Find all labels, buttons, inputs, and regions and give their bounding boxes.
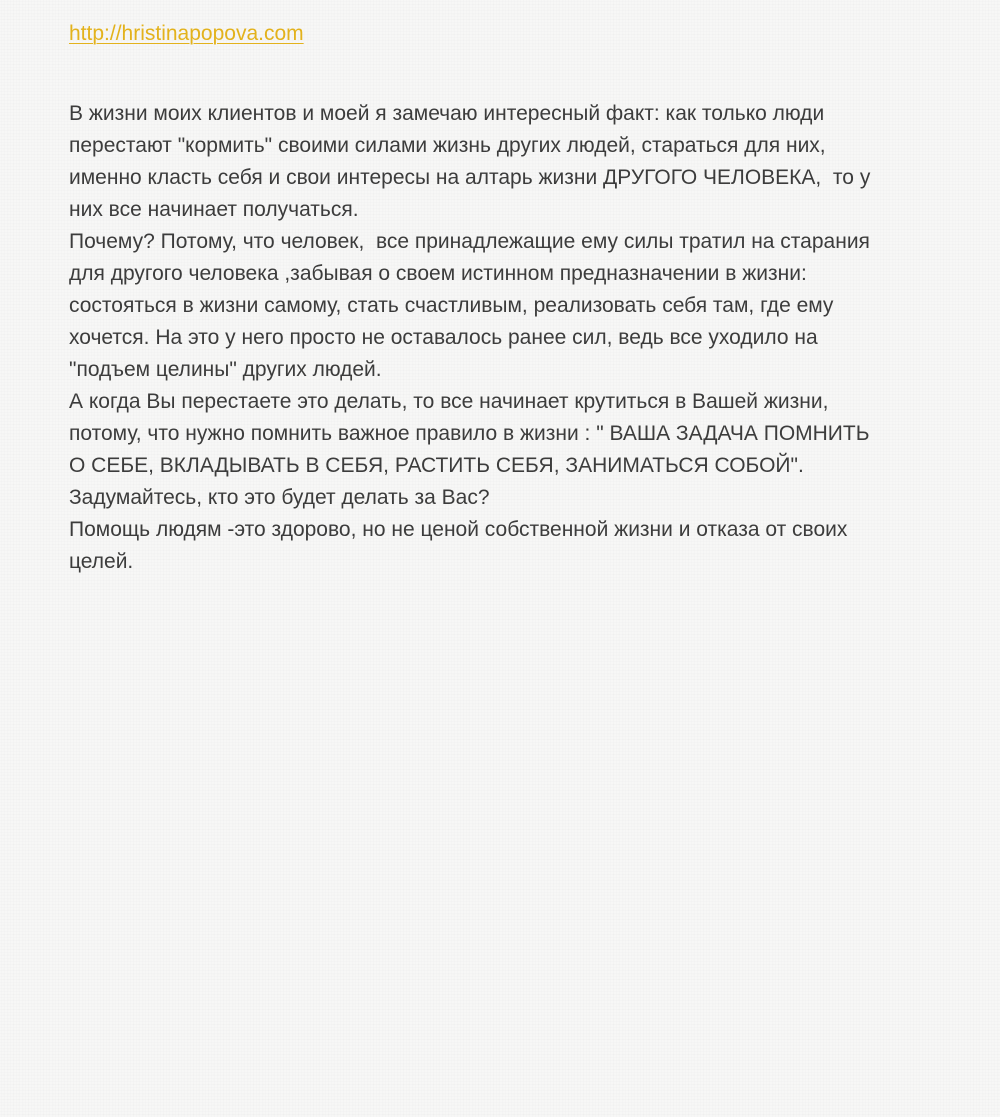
text-line-13: Задумайтесь, кто это будет делать за Вас? xyxy=(69,486,490,509)
text-line-8: хочется. На это у него просто не оставалось ранее сил, ведь все уходило на xyxy=(69,326,818,349)
website-link[interactable]: http://hristinapopova.com xyxy=(69,22,304,45)
text-line-3: именно класть себя и свои интересы на алтарь жизни ДРУГОГО ЧЕЛОВЕКА, то у xyxy=(69,166,871,189)
text-line-12: О СЕБЕ, ВКЛАДЫВАТЬ В СЕБЯ, РАСТИТЬ СЕБЯ, ЗАНИМАТЬСЯ СОБОЙ". xyxy=(69,454,804,477)
text-line-2: перестают "кормить" своими силами жизнь других людей, стараться для них, xyxy=(69,134,826,157)
text-line-14: Помощь людям -это здорово, но не ценой собственной жизни и отказа от своих xyxy=(69,518,848,541)
note-body[interactable] xyxy=(69,18,949,578)
text-line-1: В жизни моих клиентов и моей я замечаю интересный факт: как только люди xyxy=(69,102,825,125)
text-line-11: потому, что нужно помнить важное правило в жизни : " ВАША ЗАДАЧА ПОМНИТЬ xyxy=(69,422,870,445)
text-line-5: Почему? Потому, что человек, все принадлежащие ему силы тратил на старания xyxy=(69,230,870,253)
text-line-6: для другого человека ,забывая о своем истинном предназначении в жизни: xyxy=(69,262,807,285)
text-line-10: А когда Вы перестаете это делать, то все начинает крутиться в Вашей жизни, xyxy=(69,390,829,413)
text-line-4: них все начинает получаться. xyxy=(69,198,359,221)
blank-line xyxy=(69,50,949,98)
text-line-7: состояться в жизни самому, стать счастливым, реализовать себя там, где ему xyxy=(69,294,834,317)
text-line-15: целей. xyxy=(69,550,134,573)
text-line-9: "подъем целины" других людей. xyxy=(69,358,382,381)
